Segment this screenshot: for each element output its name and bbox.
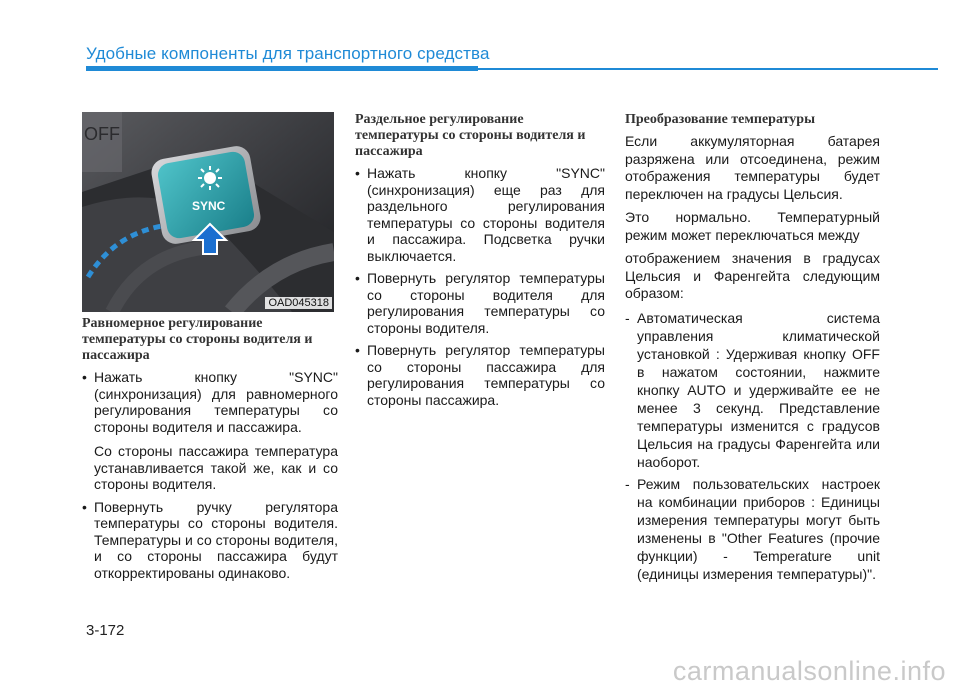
header-rule-thick — [86, 66, 478, 71]
conversion-methods-list — [625, 309, 880, 583]
paragraph: Повернуть ручку регулятора температуры со стороны водителя. Температуры и со стороны водителя, и со стороны пассажира будут откорректированы одинаково. — [94, 498, 338, 581]
watermark: carmanualsonline.info — [672, 656, 946, 686]
section-heading-separate: Раздельное регулирование температуры со стороны водителя и пассажира — [355, 112, 586, 159]
section-heading-conversion: Преобразование температуры — [625, 112, 816, 127]
sync-button-label: SYNC — [192, 199, 226, 213]
bullet-icon: • — [82, 369, 87, 385]
sync-button-illustration — [82, 112, 334, 312]
list-item — [625, 309, 880, 471]
figure-caption: OAD045318 — [265, 297, 332, 309]
header-title: Удобные компоненты для транспортного средства — [86, 44, 490, 63]
list-item — [82, 369, 338, 493]
paragraph: Повернуть регулятор температуры со стороны пассажира для регулирования температуры со стороны пассажира. — [367, 342, 605, 408]
section-heading-sync: Равномерное регулирование температуры со стороны водителя и пассажира — [82, 316, 313, 363]
bullet-icon: • — [355, 342, 360, 358]
page-number: 3-172 — [86, 622, 125, 639]
header-rule-thin — [478, 68, 938, 70]
column-3 — [625, 112, 880, 587]
bullet-icon: • — [355, 165, 360, 181]
list-item — [355, 165, 605, 264]
dash-marker: - — [625, 309, 630, 326]
sync-button — [156, 150, 256, 240]
off-label: OFF — [84, 124, 120, 144]
list-item — [355, 270, 605, 336]
list-item — [82, 499, 338, 582]
sync-button-photo — [82, 112, 334, 312]
list-item — [355, 342, 605, 408]
paragraph: Нажать кнопку "SYNC" (синхронизация) еще раз для раздельного регулирования температуры со стороны водителя и пассажира. Подсветка ручки выключается. — [367, 165, 605, 264]
bullet-icon: • — [82, 498, 87, 515]
paragraph: Повернуть регулятор температуры со стороны водителя для регулирования температуры со стороны водителя. — [367, 270, 605, 336]
dash-marker: - — [625, 475, 630, 492]
paragraph: Со стороны пассажира температура устанавливается такой же, как и со стороны водителя. — [94, 443, 338, 492]
column-1 — [82, 316, 338, 587]
paragraph: Если аккумуляторная батарея разряжена или отсоединена, режим отображения температуры будет переключен на градусы Цельсия. — [625, 133, 880, 202]
paragraph: Нажать кнопку "SYNC" (синхронизация) для равномерного регулирования температуры со стороны водителя и пассажира. — [94, 369, 338, 435]
sync-instructions-list — [82, 369, 338, 581]
paragraph: Это нормально. Температурный режим может переключаться между — [625, 209, 880, 243]
column-2 — [355, 112, 605, 414]
bullet-icon: • — [355, 270, 360, 286]
list-item — [625, 475, 880, 583]
sync-indicator-icon — [198, 166, 222, 190]
paragraph: отображением значения в градусах Цельсия и Фаренгейта следующим образом: — [625, 250, 880, 301]
list-item-text: Режим пользовательских настроек на комбинации приборов : Единицы измерения температуры могут быть изменены в "Other Features (прочие функции) - Temperature unit (единицы измерения температуры)". — [637, 475, 880, 582]
list-item-text: Автоматическая система управления климатической установкой : Удерживая кнопку OFF в нажатом состоянии, нажмите кнопку AUTO и удерживайте ее не менее 3 секунд. Представление температуры изменится с градусов Цельсия на градусы Фаренгейта или наоборот. — [637, 309, 880, 470]
separate-instructions-list — [355, 165, 605, 408]
